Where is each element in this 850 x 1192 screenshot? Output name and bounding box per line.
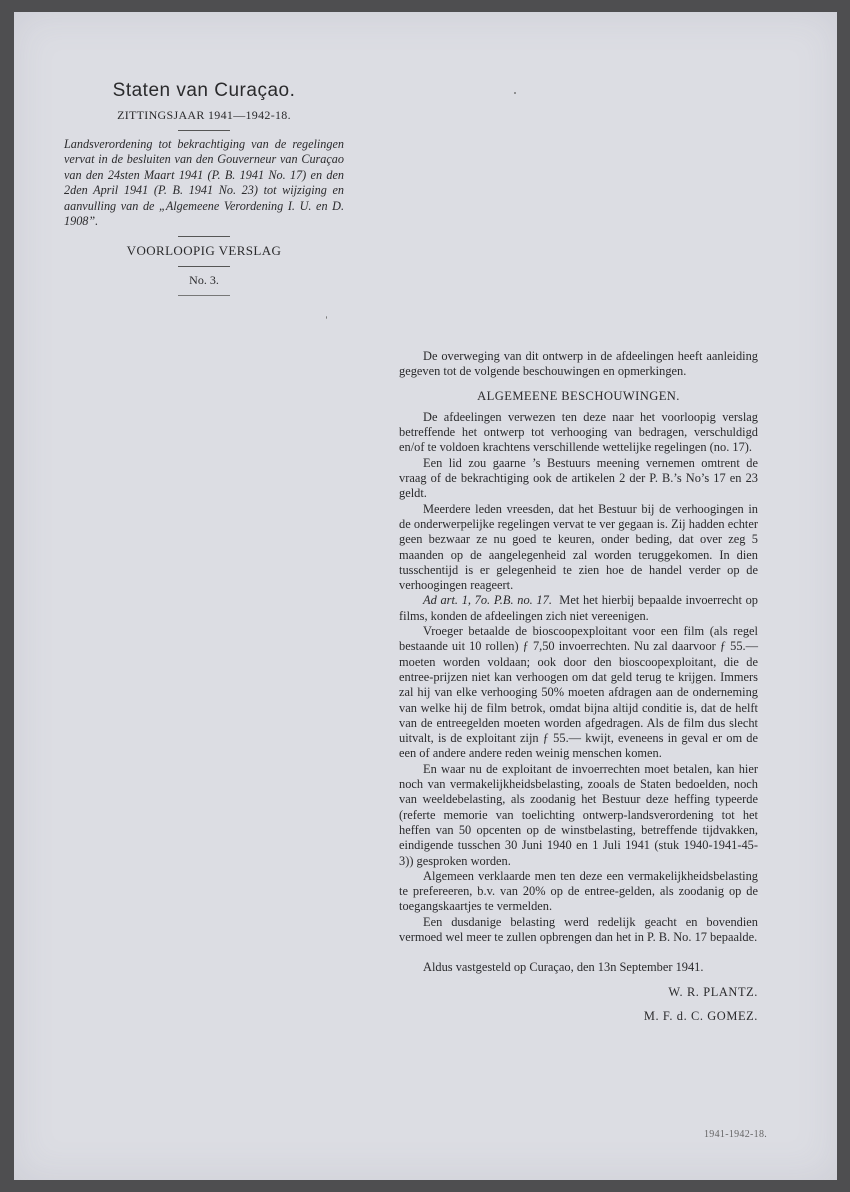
- body-paragraph: Een dusdanige belasting werd redelijk geacht en bovendien vermoed wel meer te zullen opbrengen dan het in P. B. No. 17 bepaalde.: [399, 914, 758, 944]
- paper-speck: [514, 92, 516, 94]
- body-paragraph: Meerdere leden vreesden, dat het Bestuur bij de verhoogingen in de onderwerpelijke regelingen vervat te ver gegaan is. Zij hadden echter geen bezwaar ze nu goed te keuren, onder beding, dat over zeg 5 maanden op de aangelegenheid zal worden teruggekomen. In dien tusschentijd is er gelegenheid te zien hoe de handel verder op de verhoogingen reageert.: [399, 501, 758, 593]
- body-paragraph: Vroeger betaalde de bioscoopexploitant voor een film (als regel bestaande uit 10 rollen) ƒ 7,50 invoerrechten. Nu zal daarvoor ƒ 55.— moeten worden voldaan; ook door den bioscoopexploitant, die de entree-prijzen niet kan verhoogen om dat geld terug te krijgen. Immers zal hij van elke verhooging 50% moeten afdragen aan de onderneming van welke hij de film betrok, omdat bijna altijd conditie is, dat de helft van de entreegelden moeten worden afgedragen. Als de film dus slecht uitvalt, is de exploitant zijn ƒ 55.— kwijt, eveneens in geval er om de een of andere andere reden weinig menschen komen.: [399, 624, 758, 761]
- document-page: [14, 12, 837, 1180]
- ad-article-paragraph: [399, 593, 758, 624]
- body-paragraph: En waar nu de exploitant de invoerrechten moet betalen, kan hier noch van vermakelijkheidsbelasting, zooals de Staten bedoelden, noch van weeldebelasting, als zoodanig het Bestuur deze heffing typeerde (referte memorie van toelichting ontwerp-landsverordening tot het heffen van 50 opcenten op de winstbelasting, betreffende tijdvakken, eindigende tusschen 30 Juni 1940 en 1 Juli 1941 (stuk 1940-1941-45-3)) gesproken worden.: [399, 761, 758, 868]
- divider: [178, 266, 230, 267]
- body-paragraph: Algemeen verklaarde men ten deze een vermakelijkheidsbelasting te prefereeren, b.v. van 20% op de entree-gelden, als zoodanig op de toegangskaartjes te vermelden.: [399, 868, 758, 914]
- body-paragraph: Een lid zou gaarne ’s Bestuurs meening vernemen omtrent de vraag of de bekrachtiging ook de artikelen 2 der P. B.’s No’s 17 en 23 geldt.: [399, 455, 758, 501]
- ordinance-title: Landsverordening tot bekrachtiging van de regelingen vervat in de besluiten van den Gouverneur van Curaçao van den 24sten Maart 1941 (P. B. 1941 No. 17) en den 2den April 1941 (P. B. 1941 No. 23) tot wijziging en aanvulling van de „Algemeene Verordening I. U. en D. 1908”.: [64, 137, 344, 229]
- signatory: M. F. d. C. GOMEZ.: [643, 1008, 758, 1023]
- report-body: [399, 349, 758, 1024]
- signatory: W. R. PLANTZ.: [668, 984, 758, 999]
- body-paragraph: De afdeelingen verwezen ten deze naar het voorloopig verslag betreffende het ontwerp tot verhooging van bedragen, verschuldigd en/of te voldoen krachtens verschillende wettelijke regelingen (no. 17).: [399, 409, 758, 455]
- divider: [178, 295, 230, 296]
- report-number: No. 3.: [189, 273, 219, 288]
- document-body-title: Staten van Curaçao.: [112, 80, 296, 101]
- session-year: ZITTINGSJAAR 1941—1942-18.: [117, 108, 291, 122]
- divider: [178, 130, 230, 131]
- header-block: [64, 80, 344, 296]
- paper-speck: [326, 316, 327, 319]
- section-heading: ALGEMEENE BESCHOUWINGEN.: [477, 388, 680, 403]
- report-type: VOORLOOPIG VERSLAG: [126, 243, 282, 259]
- ad-article-text: Met het hierbij bepaalde invoerrecht op films, konden de afdeelingen zich niet vereenigen.: [399, 593, 758, 623]
- ad-article-label: Ad art. 1, 7o. P.B. no. 17.: [423, 593, 552, 608]
- document-code: 1941-1942-18.: [704, 1129, 768, 1140]
- intro-paragraph: De overweging van dit ontwerp in de afdeelingen heeft aanleiding gegeven tot de volgende beschouwingen en opmerkingen.: [399, 349, 758, 379]
- closing-line: Aldus vastgesteld op Curaçao, den 13n September 1941.: [423, 960, 704, 975]
- divider: [178, 236, 230, 237]
